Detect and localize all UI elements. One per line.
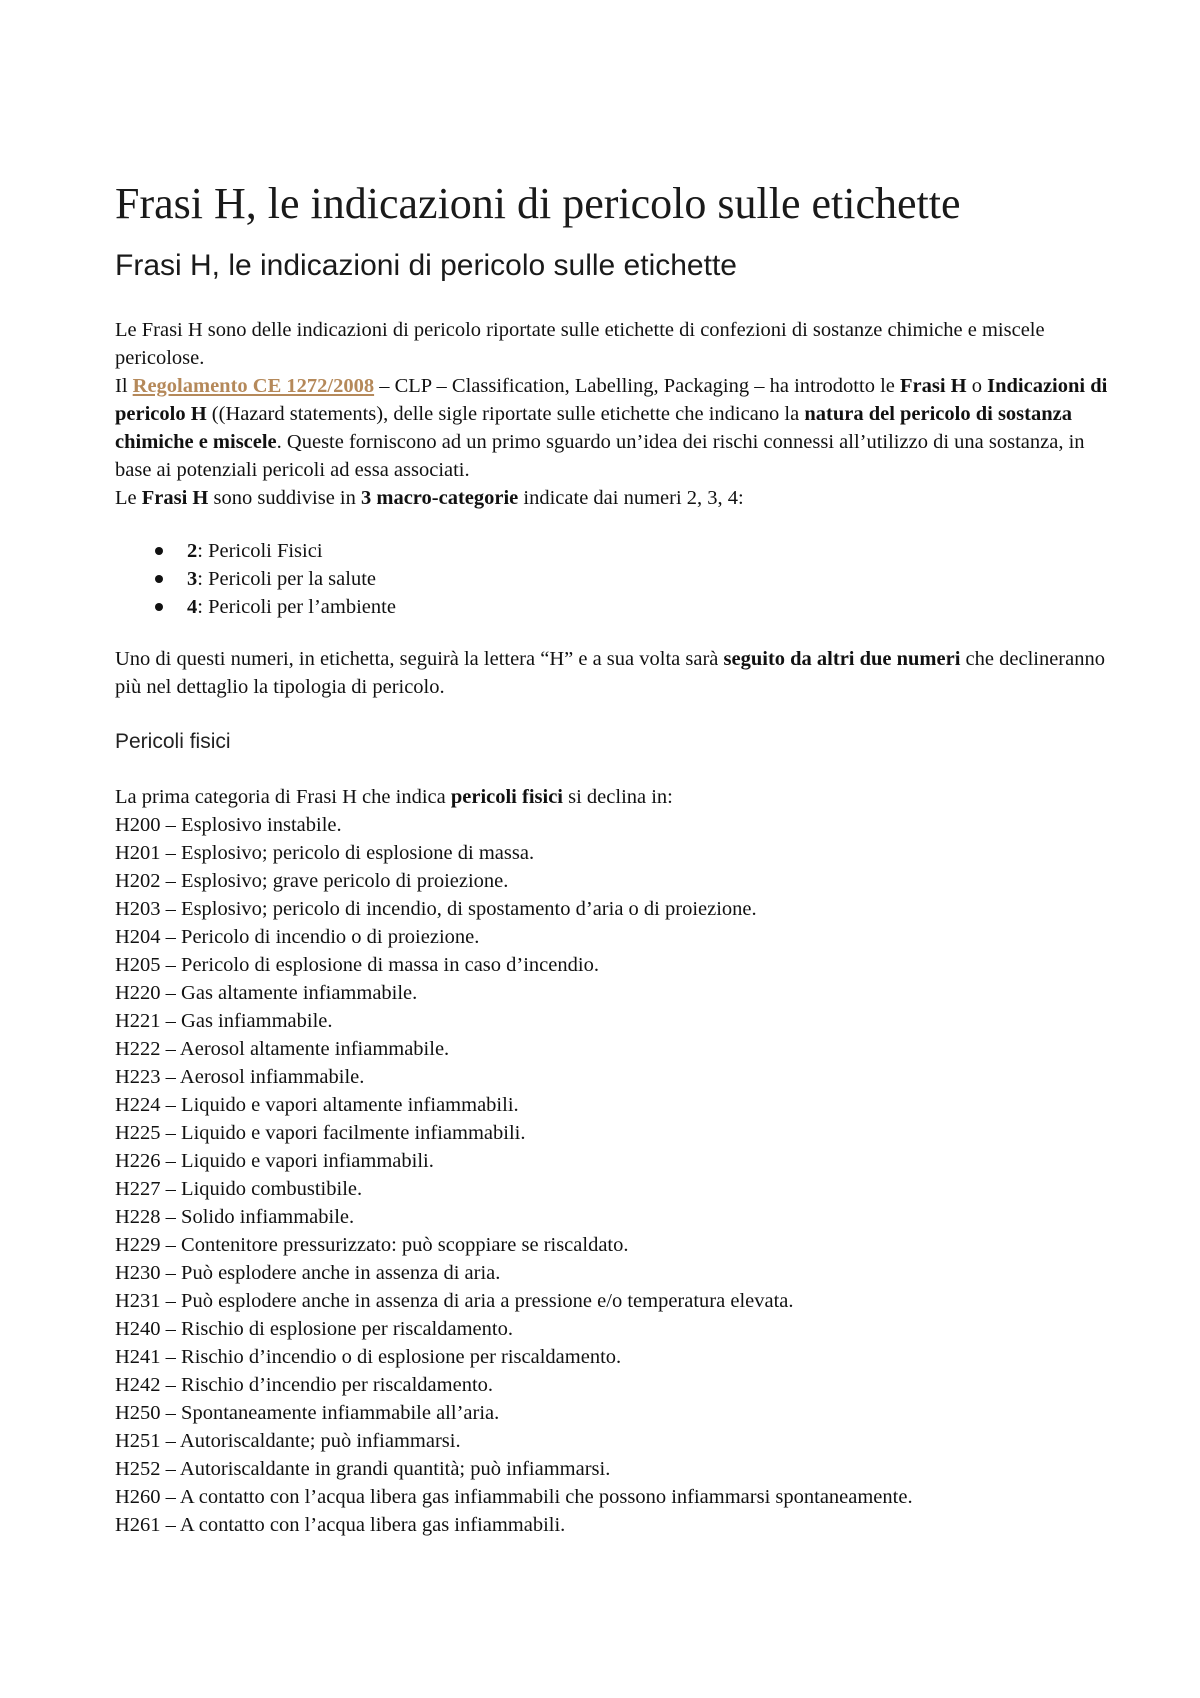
categories-intro <box>115 484 1115 512</box>
text-span: . Queste forniscono ad un primo sguardo un’idea dei rischi connessi all’utilizzo di una sostanza, in base ai potenziali pericoli ad essa associati. <box>115 431 1085 481</box>
h-statement: H260 – A contatto con l’acqua libera gas infiammabili che possono infiammarsi spontaneamente. <box>115 1486 913 1508</box>
h-statement: H202 – Esplosivo; grave pericolo di proiezione. <box>115 870 509 892</box>
h-statement: H227 – Liquido combustibile. <box>115 1178 363 1200</box>
category-label: : Pericoli per la salute <box>197 568 376 590</box>
h-statement: H200 – Esplosivo instabile. <box>115 814 342 836</box>
bold-text: 3 macro-categorie <box>361 487 519 509</box>
regulation-paragraph <box>115 372 1115 484</box>
h-statement: H226 – Liquido e vapori infiammabili. <box>115 1150 434 1172</box>
bullet-icon <box>155 547 163 555</box>
h-statement: H240 – Rischio di esplosione per riscaldamento. <box>115 1318 513 1340</box>
h-statement: H252 – Autoriscaldante in grandi quantità; può infiammarsi. <box>115 1458 611 1480</box>
bold-text: Frasi H <box>900 375 967 397</box>
h-statement-list <box>115 811 1115 1539</box>
h-statement: H201 – Esplosivo; pericolo di esplosione di massa. <box>115 842 535 864</box>
bullet-icon <box>155 603 163 611</box>
bullet-icon <box>155 575 163 583</box>
h-statement: H251 – Autoriscaldante; può infiammarsi. <box>115 1430 461 1452</box>
text-span: indicate dai numeri 2, 3, 4: <box>518 487 744 509</box>
document-page <box>115 170 1115 1539</box>
h-statement: H205 – Pericolo di esplosione di massa in caso d’incendio. <box>115 954 599 976</box>
h-statement: H231 – Può esplodere anche in assenza di aria a pressione e/o temperatura elevata. <box>115 1290 794 1312</box>
page-title: Frasi H, le indicazioni di pericolo sulle etichette <box>115 179 961 228</box>
category-number: 2 <box>187 540 198 562</box>
h-statement: H204 – Pericolo di incendio o di proiezione. <box>115 926 480 948</box>
bold-text: pericoli fisici <box>450 786 563 808</box>
h-statement: H220 – Gas altamente infiammabile. <box>115 982 418 1004</box>
h-statement: H221 – Gas infiammabile. <box>115 1010 333 1032</box>
text-span: sono suddivise in <box>208 487 361 509</box>
category-label: : Pericoli Fisici <box>197 540 323 562</box>
physical-intro <box>115 783 1115 811</box>
list-item <box>155 537 1115 565</box>
intro-paragraph: Le Frasi H sono delle indicazioni di pericolo riportate sulle etichette di confezioni di sostanze chimiche e miscele pericolose. <box>115 319 1045 369</box>
text-span: si declina in: <box>563 786 673 808</box>
h-statement: H229 – Contenitore pressurizzato: può scoppiare se riscaldato. <box>115 1234 629 1256</box>
category-list <box>115 537 1115 621</box>
category-number: 3 <box>187 568 198 590</box>
h-statement: H223 – Aerosol infiammabile. <box>115 1066 365 1088</box>
h-statement: H228 – Solido infiammabile. <box>115 1206 355 1228</box>
text-span: – CLP – Classification, Labelling, Packaging – ha introdotto le <box>374 375 900 397</box>
h-statement: H230 – Può esplodere anche in assenza di aria. <box>115 1262 501 1284</box>
h-statement: H222 – Aerosol altamente infiammabile. <box>115 1038 450 1060</box>
regulation-link[interactable]: Regolamento CE 1272/2008 <box>132 375 375 397</box>
bold-text: seguito da altri due numeri <box>723 648 961 670</box>
h-statement: H241 – Rischio d’incendio o di esplosione per riscaldamento. <box>115 1346 622 1368</box>
category-number: 4 <box>187 596 198 618</box>
text-span: ((Hazard statements), delle sigle riportate sulle etichette che indicano la <box>206 403 805 425</box>
explanation-paragraph <box>115 645 1115 701</box>
bold-text: Indicazioni di pericolo H <box>115 375 1108 425</box>
h-statement: H250 – Spontaneamente infiammabile all’aria. <box>115 1402 500 1424</box>
h-statement: H242 – Rischio d’incendio per riscaldamento. <box>115 1374 494 1396</box>
section-heading: Pericoli fisici <box>115 730 231 753</box>
category-label: : Pericoli per l’ambiente <box>197 596 396 618</box>
list-item <box>155 593 1115 621</box>
bold-text: natura del pericolo di sostanza chimiche e miscele <box>115 403 1072 453</box>
text-span: Uno di questi numeri, in etichetta, seguirà la lettera “H” e a sua volta sarà <box>115 648 724 670</box>
list-item <box>155 565 1115 593</box>
text-span: che declineranno più nel dettaglio la tipologia di pericolo. <box>115 648 1105 698</box>
h-statement: H225 – Liquido e vapori facilmente infiammabili. <box>115 1122 526 1144</box>
text-span: Le <box>115 487 142 509</box>
h-statement: H261 – A contatto con l’acqua libera gas infiammabili. <box>115 1514 566 1536</box>
text-span: o <box>966 375 988 397</box>
h-statement: H203 – Esplosivo; pericolo di incendio, di spostamento d’aria o di proiezione. <box>115 898 757 920</box>
h-statement: H224 – Liquido e vapori altamente infiammabili. <box>115 1094 519 1116</box>
bold-text: Frasi H <box>141 487 209 509</box>
page-subtitle: Frasi H, le indicazioni di pericolo sulle etichette <box>115 249 737 282</box>
text-span: Il <box>115 375 133 397</box>
text-span: La prima categoria di Frasi H che indica <box>115 786 451 808</box>
